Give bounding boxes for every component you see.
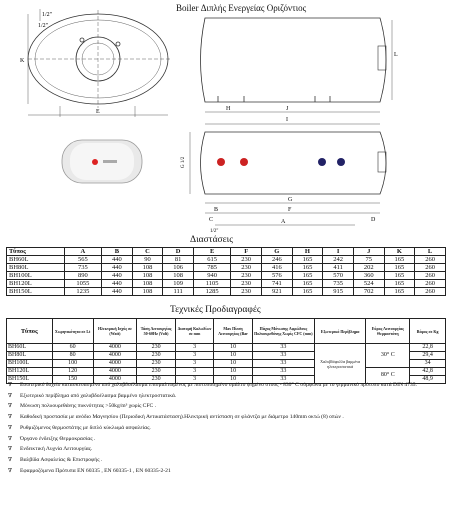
table-cell: 440 [102,272,133,280]
list-item [8,466,444,477]
table-cell: 940 [193,272,230,280]
hot-water-outlet-icon [217,158,225,166]
note-text: Ενδεικτική Λυχνία Λειτουργίας. [20,446,93,453]
table-cell: 230 [137,352,176,360]
table-cell: 524 [353,280,384,288]
dimension-F-label: F [288,207,292,213]
table-cell: 246 [262,256,293,264]
cold-water-outlet-icon [337,158,345,166]
table-cell: 111 [163,288,194,296]
dimension-A-label: A [281,219,286,225]
specs-table [6,318,446,384]
table-header-row [7,319,446,344]
table-cell: 10 [214,352,253,360]
table-cell: 165 [292,256,323,264]
table-cell: 33 [252,352,314,360]
table-cell: 108 [132,264,163,272]
table-cell: 90 [132,256,163,264]
table-cell: BH120L [7,368,53,376]
page-title: Boiler Διπλής Ενεργείας Οριζόντιος [176,3,307,13]
table-cell: 3 [175,352,213,360]
hot-water-inlet-icon [240,158,248,166]
bullet-triangle-icon: ∇ [8,382,12,388]
table-cell: 1285 [193,288,230,296]
table-cell: 106 [163,264,194,272]
table-cell: 615 [193,256,230,264]
table-cell: 565 [64,256,101,264]
table-header-row [7,248,446,256]
table-cell: 576 [262,272,293,280]
thermostat-max-cell: 80° C [366,368,410,384]
bullet-triangle-icon: ∇ [8,435,12,442]
table-cell: 10 [214,344,253,352]
dimension-K-label: K [20,58,25,64]
column-header: H [292,248,323,256]
table-cell: 230 [137,368,176,376]
list-item [8,380,444,391]
table-cell: 242 [323,256,354,264]
table-cell: 1235 [64,288,101,296]
column-header: I [323,248,354,256]
boiler-product-photo [62,140,142,183]
dimension-D-label: D [371,217,376,223]
table-cell: 33 [252,360,314,368]
table-cell: 260 [415,272,446,280]
table-cell: 202 [353,264,384,272]
table-cell: 165 [384,264,415,272]
table-cell: 165 [384,272,415,280]
bullet-triangle-icon: ∇ [8,414,12,421]
table-cell: 260 [415,256,446,264]
table-cell: BH100L [7,360,53,368]
table-cell: BH150L [7,376,53,384]
note-text: Όργανο ένδειξης Θερμοκρασίας . [20,435,96,442]
table-cell: 411 [323,264,354,272]
table-row [7,272,446,280]
column-header: Χωρητικότητα σε Lt [52,319,93,344]
table-cell: 4000 [93,368,137,376]
table-cell: 60 [52,344,93,352]
table-cell: 34 [410,360,446,368]
list-item [8,455,444,466]
column-header: Max Πίεση Λειτουργίας (Bar [214,319,253,344]
table-cell: BH80L [7,352,53,360]
table-cell: 230 [137,376,176,384]
table-cell: 100 [52,360,93,368]
table-cell: 1105 [193,280,230,288]
column-header: Τύπος [7,248,65,256]
dimension-L-label: L [394,52,398,58]
table-cell: 230 [137,344,176,352]
table-cell: 3 [175,360,213,368]
thermostat-min-cell: 30° C [366,344,410,368]
end-view-drawing [28,9,170,117]
table-row [7,288,446,296]
list-item [8,444,444,455]
table-cell: BH100L [7,272,65,280]
table-cell: 4000 [93,376,137,384]
dimension-I-label: I [286,117,288,123]
table-row [7,256,446,264]
note-text: Εσωτερικό δοχείο κατασκευασμένο από χαλυβδοέλασμα επισμαλτωμένος με πιστοποιημένο σμάλτο ψημένο στους - 830° C σύμφωνα με το γερμανικό πρότυπο κατά DIN 4735. [20,382,417,388]
note-text: Εξωτερικό περίβλημα από χαλυβδοέλασμα βαμμένο ηλεκτροστατικά. [20,392,177,399]
table-cell: 109 [163,280,194,288]
specs-title: Τεχνικές Προδιαγραφές [170,305,261,315]
table-cell: 915 [323,288,354,296]
column-header: A [64,248,101,256]
dimension-H-label: H [226,106,231,112]
list-item [8,412,444,423]
table-cell: 4000 [93,360,137,368]
column-header: G [262,248,293,256]
table-cell: BH120L [7,280,65,288]
table-cell: 230 [231,272,262,280]
table-cell: 120 [52,368,93,376]
dimension-C-label: C [209,217,214,223]
side-connection-label: G 1/2 [181,156,186,168]
table-cell: 735 [323,280,354,288]
table-cell: 230 [137,360,176,368]
column-header: Πάχος Μόνωσης Αφρώδους Πολυουρεθάνης Χωρίς CFC (mm) [252,319,314,344]
dimension-G-label: G [288,197,293,203]
table-cell: BH60L [7,256,65,264]
table-cell: 416 [262,264,293,272]
table-cell: 108 [163,272,194,280]
table-cell: 165 [384,288,415,296]
table-cell: 440 [102,264,133,272]
table-cell: 10 [214,360,253,368]
table-cell: 165 [292,264,323,272]
column-header: Εύρος Λειτουργίας Θερμοστάτη [366,319,410,344]
bullet-triangle-icon: ∇ [8,456,12,463]
column-header: Τύπος [7,319,53,344]
table-cell: 570 [323,272,354,280]
column-header: Τάση Λειτουργίας 50-60Hz (Volt) [137,319,176,344]
table-cell: 230 [231,280,262,288]
table-cell: 81 [163,256,194,264]
column-header: C [132,248,163,256]
technical-drawings [0,0,450,245]
table-row [7,368,446,376]
pipe-size-label: 1/2" [210,229,219,234]
bullet-triangle-icon: ∇ [8,392,12,399]
column-header: Βάρος σε Kg [410,319,446,344]
bullet-triangle-icon: ∇ [8,403,12,410]
table-cell: 22,8 [410,344,446,352]
column-header: J [353,248,384,256]
dimensions-title: Διαστάσεις [190,235,233,245]
column-header: Διατομή Καλωδίων σε mm [175,319,213,344]
table-cell: 1055 [64,280,101,288]
dimension-B-label: B [214,207,219,213]
list-item [8,423,444,434]
column-header: Εξωτερικό Περίβλημα [314,319,365,344]
column-header: K [384,248,415,256]
column-header: B [102,248,133,256]
table-cell: 29,4 [410,352,446,360]
table-cell: 48,9 [410,376,446,384]
dimension-J-label: J [286,106,289,112]
table-cell: 440 [102,256,133,264]
table-cell: BH80L [7,264,65,272]
table-cell: 921 [262,288,293,296]
table-row [7,264,446,272]
table-cell: BH150L [7,288,65,296]
table-cell: 3 [175,344,213,352]
table-cell: 165 [292,272,323,280]
feature-notes-list [8,380,444,476]
note-text: Μόνωση πολυουρεθάνης πυκνότητας >50kg/m³ χωρίς CFC . [20,403,157,410]
table-cell: 735 [64,264,101,272]
table-row [7,344,446,352]
table-cell: 165 [292,288,323,296]
dimensions-table [6,247,446,296]
column-header: F [231,248,262,256]
table-cell: 785 [193,264,230,272]
table-cell: 150 [52,376,93,384]
list-item [8,401,444,412]
table-cell: 3 [175,368,213,376]
table-cell: 360 [353,272,384,280]
table-cell: 108 [132,280,163,288]
bullet-triangle-icon: ∇ [8,446,12,453]
table-cell: 33 [252,368,314,376]
bullet-triangle-icon: ∇ [8,467,12,474]
table-cell: 165 [292,280,323,288]
column-header: Ηλεκτρική Ισχύς σε (Watt) [93,319,137,344]
column-header: D [163,248,194,256]
column-header: E [193,248,230,256]
table-cell: BH60L [7,344,53,352]
table-cell: 260 [415,288,446,296]
table-cell: 165 [384,256,415,264]
table-cell: 741 [262,280,293,288]
note-text: Ρυθμιζόμενος θερμοστάτης με διπλό κύκλωμά ασφαλείας. [20,424,151,431]
table-cell: 108 [132,288,163,296]
table-cell: 890 [64,272,101,280]
table-cell: 3 [175,376,213,384]
note-text: Βαλβίδα Ασφαλείας & Επιστροφής . [20,456,103,463]
column-header: L [415,248,446,256]
note-text: Εφαρμοζόμενα Πρότυπα EN 60335 , EN 60335-1 , EN 60335-2-21 [20,467,171,474]
note-text: Καθοδική προστασία με ανόδιο Μαγνησίου (Περιοδική Αντικατάσταση).Ηλεκτρική αντίσταση σε φλάντζα με διάμετρο 140mm οκτώ (8) οπών . [20,414,344,421]
table-cell: 440 [102,280,133,288]
table-cell: 4000 [93,344,137,352]
list-item [8,434,444,445]
list-item [8,391,444,402]
table-row [7,280,446,288]
table-cell: 260 [415,264,446,272]
table-cell: 230 [231,288,262,296]
table-cell: 75 [353,256,384,264]
table-cell: 10 [214,368,253,376]
casing-cell: Χαλυβδόφυλλα βαμμένα ηλεκτροστατικά [314,344,365,384]
table-cell: 702 [353,288,384,296]
table-cell: 440 [102,288,133,296]
table-cell: 230 [231,256,262,264]
table-cell: 42,8 [410,368,446,376]
cold-water-inlet-icon [318,158,326,166]
table-cell: 33 [252,344,314,352]
table-cell: 33 [252,376,314,384]
table-cell: 260 [415,280,446,288]
table-cell: 108 [132,272,163,280]
bullet-triangle-icon: ∇ [8,424,12,431]
table-cell: 165 [384,280,415,288]
pipe-size-label: 1/2" [42,12,53,18]
pipe-size-label: 1/2" [38,23,49,29]
table-cell: 10 [214,376,253,384]
table-cell: 230 [231,264,262,272]
table-cell: 4000 [93,352,137,360]
table-cell: 80 [52,352,93,360]
dimension-E-label: E [96,109,100,115]
